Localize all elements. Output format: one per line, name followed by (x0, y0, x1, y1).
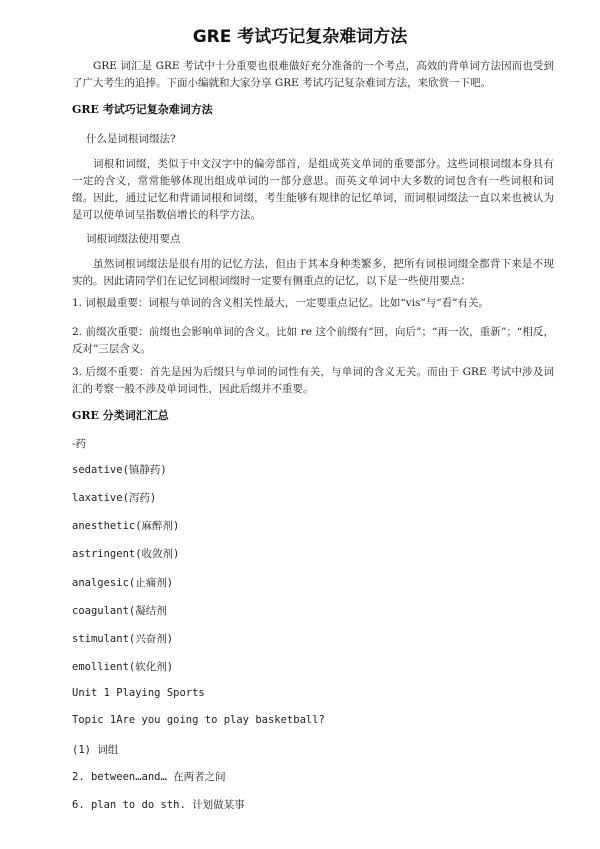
phrase-item: 6. plan to do sth. 计划做某事 (72, 799, 245, 811)
page-title: GRE 考试巧记复杂难词方法 (192, 27, 408, 47)
word-item: sedative(镇静药) (72, 464, 167, 476)
intro-paragraph: GRE 词汇是 GRE 考试中十分重要也很难做好充分准备的一个考点，高效的背单词方法因而也受到了广大考生的追捧。下面小编就和大家分享 GRE 考试巧记复杂难词方法，来欣赏一下吧。 (72, 60, 554, 89)
word-item: coagulant(凝结剂 (72, 605, 167, 617)
point-roots: 1. 词根最重要：词根与单词的含义相关性最大，一定要重点记忆。比如“vis”与“看”有关。 (72, 297, 490, 309)
word-item: analgesic(止痛剂) (72, 577, 174, 589)
word-item: laxative(泻药) (72, 492, 157, 504)
unit-heading: Unit 1 Playing Sports (72, 687, 205, 699)
phrase-item: 2. between…and… 在两者之间 (72, 771, 226, 783)
usage-paragraph: 虽然词根词缀法是很有用的记忆方法，但由于其本身种类繁多，把所有词根词缀全都背下来是不现实的。因此请同学们在记忆词根词缀时一定要有侧重点的记忆，以下是一些使用要点： (72, 258, 554, 287)
point-suffix: 3. 后缀不重要：首先是因为后缀只与单词的词性有关，与单词的含义无关。而由于 GRE 考试中涉及词汇的考察一般不涉及单词词性，因此后缀并不重要。 (72, 366, 554, 395)
category-label: -药 (72, 438, 87, 450)
topic-heading: Topic 1Are you going to play basketball? (72, 714, 325, 726)
word-item: anesthetic(麻醉剂) (72, 520, 180, 532)
phrase-heading: (1) 词组 (72, 744, 119, 756)
section-heading-methods: GRE 考试巧记复杂难词方法 (72, 103, 213, 116)
question-line: 什么是词根词缀法? (86, 133, 176, 145)
roots-paragraph: 词根和词缀，类似于中文汉字中的偏旁部首，是组成英文单词的重要部分。这些词根词缀本身具有一定的含义，常常能够体现出组成单词的一部分意思。而英文单词中大多数的词包含有一些词根和词缀。因此，通过记忆和背诵词根和词缀，考生能够有规律的记忆单词，而词根词缀法一直以来也被认为是可以使单词呈指数倍增长的科学方法。 (72, 158, 554, 221)
word-item: emollient(软化剂) (72, 661, 174, 673)
word-item: stimulant(兴奋剂) (72, 633, 174, 645)
section-heading-vocabulary: GRE 分类词汇汇总 (72, 409, 169, 422)
word-item: astringent(收敛剂) (72, 548, 180, 560)
usage-heading: 词根词缀法使用要点 (86, 233, 181, 245)
point-prefix: 2. 前缀次重要：前缀也会影响单词的含义。比如 re 这个前缀有“回，向后”；“再一次，重新”；“相反，反对”三层含义。 (72, 326, 554, 355)
